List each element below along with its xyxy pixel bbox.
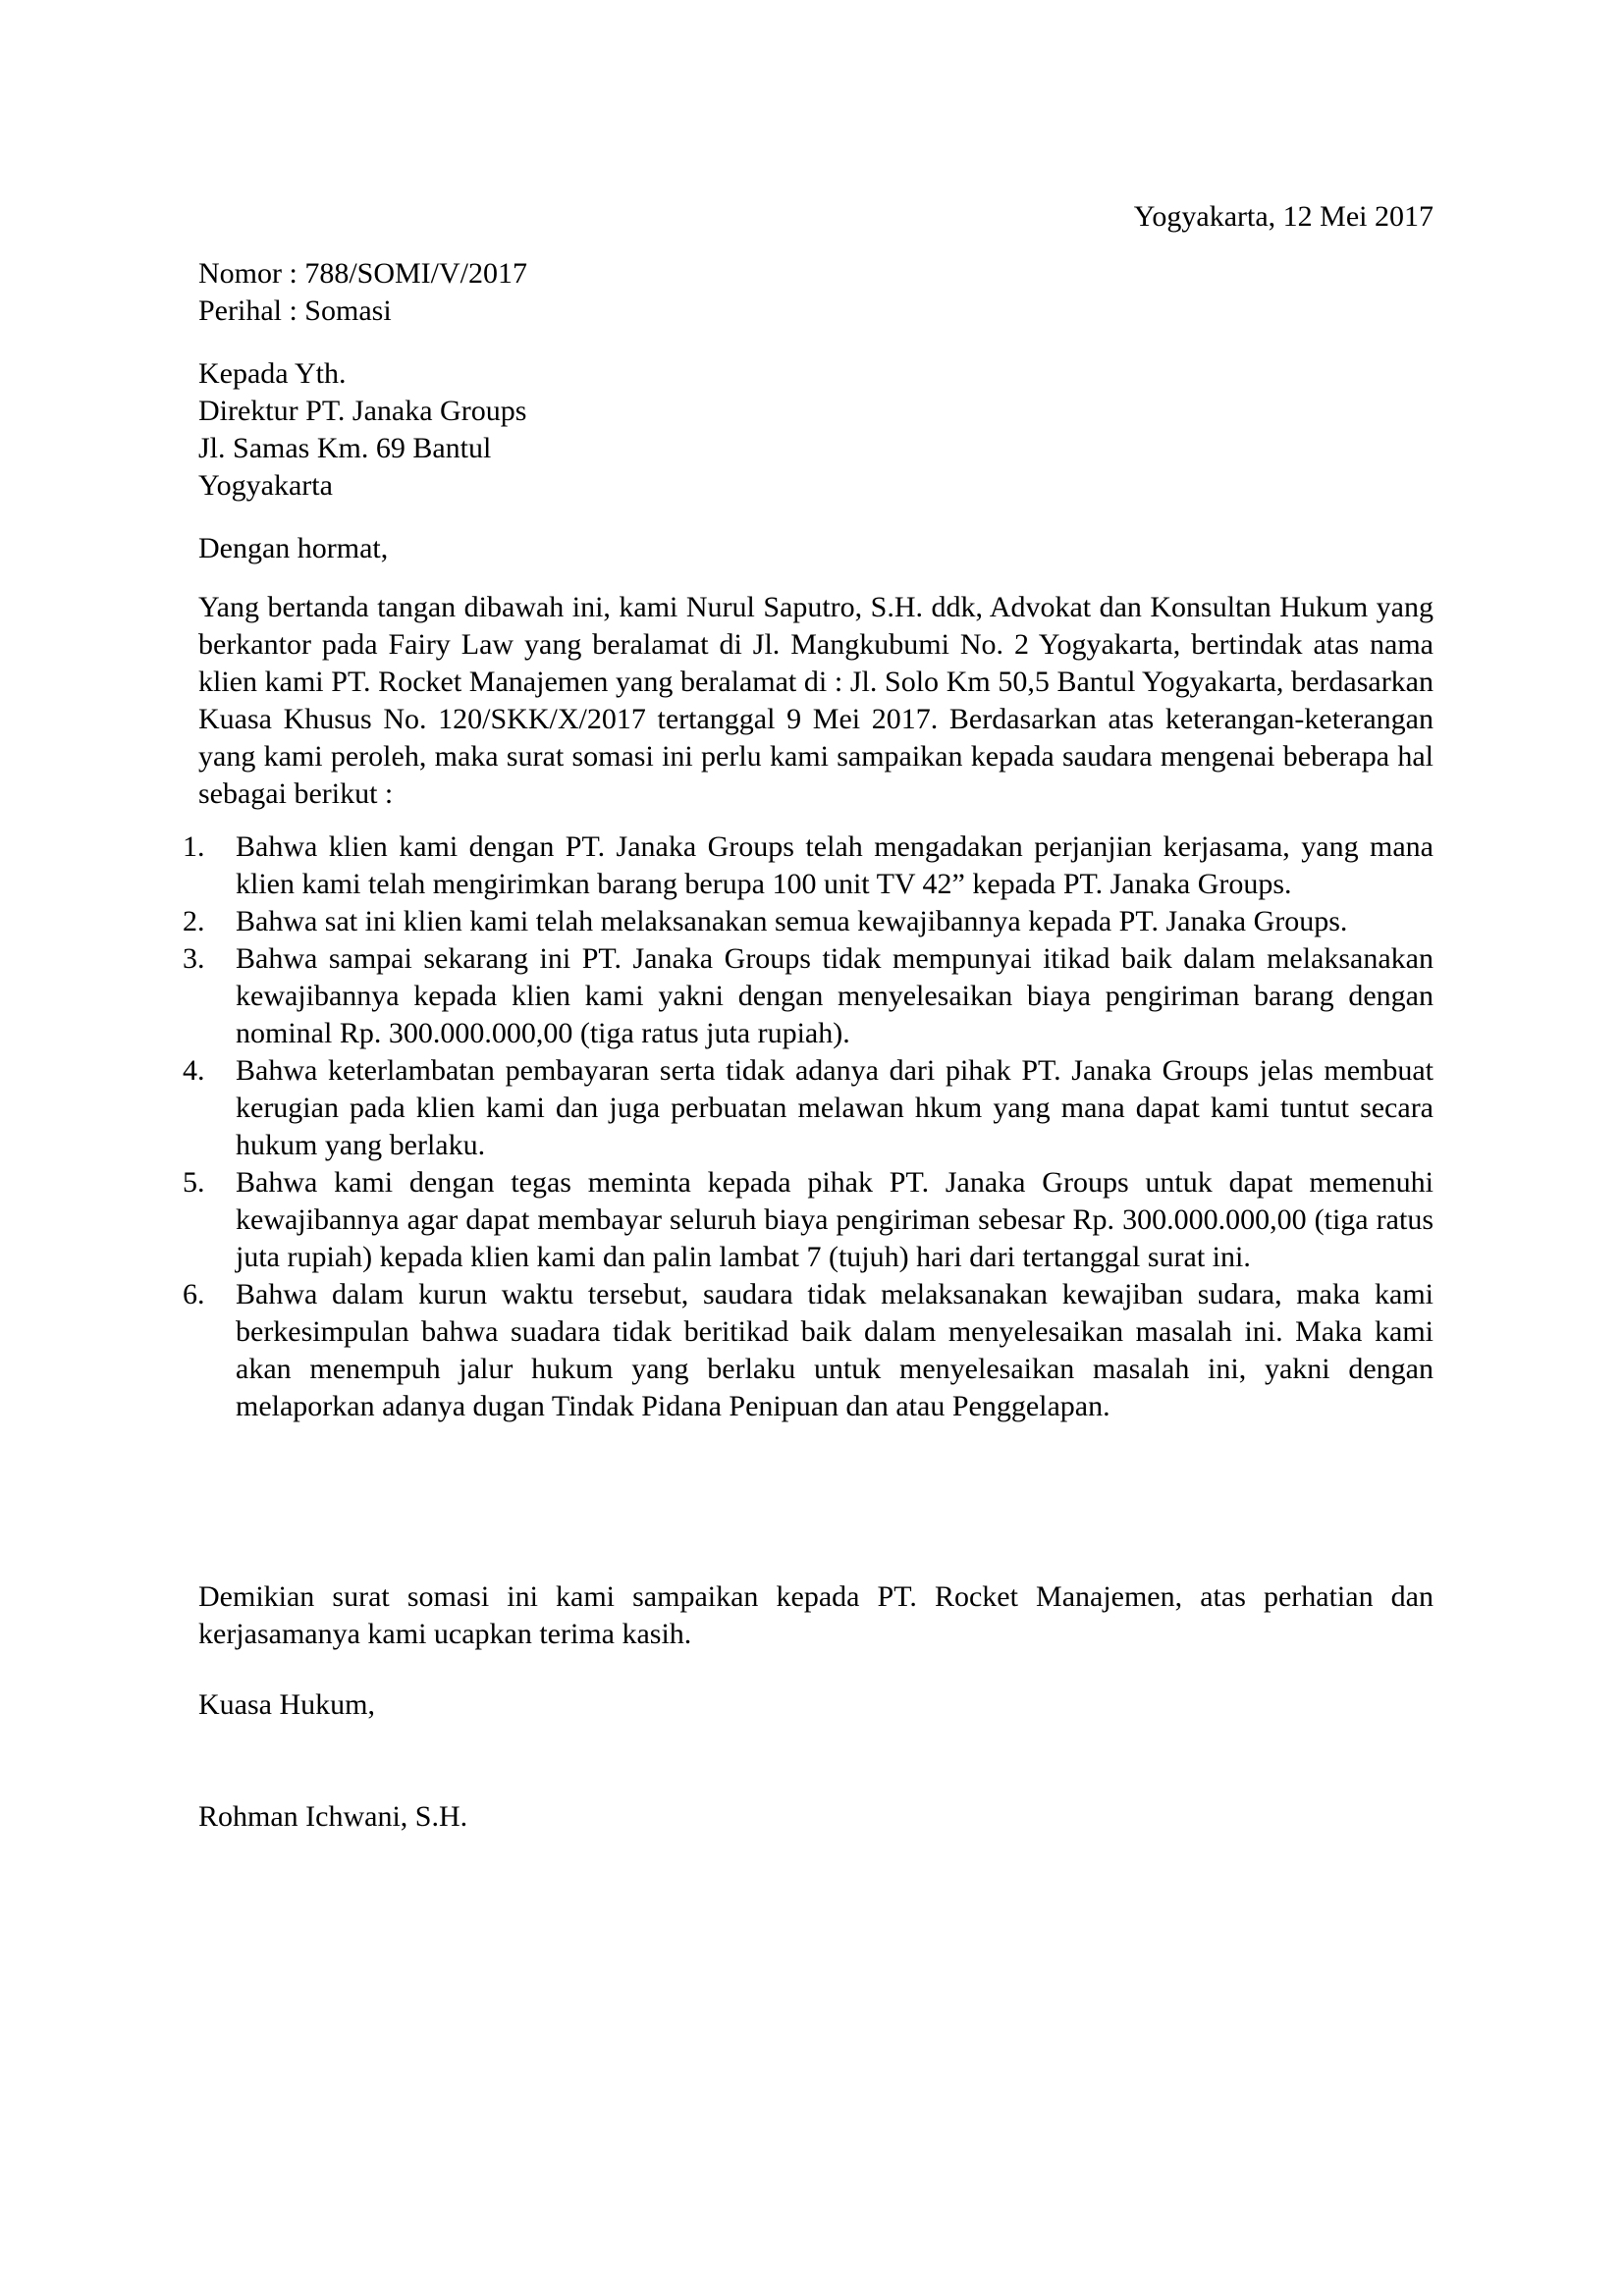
letter-reference xyxy=(198,255,1434,330)
item-text: Bahwa kami dengan tegas meminta kepada pihak PT. Janaka Groups untuk dapat memenuhi kewajibannya agar dapat membayar seluruh biaya pengiriman sebesar Rp. 300.000.000,00 (tiga ratus juta rupiah) kepada klien kami dan palin lambat 7 (tujuh) hari dari tertanggal surat ini. xyxy=(236,1166,1434,1273)
item-number: 5. xyxy=(183,1166,205,1199)
letter-subject: Perihal : Somasi xyxy=(198,294,392,327)
item-text: Bahwa sampai sekarang ini PT. Janaka Groups tidak mempunyai itikad baik dalam melaksanakan kewajibannya kepada klien kami yakni dengan menyelesaikan biaya pengiriman barang dengan nominal Rp. 300.000.000,00 (tiga ratus juta rupiah). xyxy=(236,942,1434,1049)
item-text: Bahwa sat ini klien kami telah melaksanakan semua kewajibannya kepada PT. Janaka Groups. xyxy=(236,905,1348,937)
list-item xyxy=(183,1164,1434,1276)
letter-number: Nomor : 788/SOMI/V/2017 xyxy=(198,257,528,290)
item-number: 6. xyxy=(183,1278,205,1310)
signatory-name: Rohman Ichwani, S.H. xyxy=(198,1800,468,1833)
closing-paragraph: Demikian surat somasi ini kami sampaikan kepada PT. Rocket Manajemen, atas perhatian dan kerjasamanya kami ucapkan terima kasih. xyxy=(198,1580,1434,1650)
recipient-line: Direktur PT. Janaka Groups xyxy=(198,395,527,427)
list-item xyxy=(183,1052,1434,1164)
recipient-line: Kepada Yth. xyxy=(198,357,347,390)
item-text: Bahwa keterlambatan pembayaran serta tidak adanya dari pihak PT. Janaka Groups jelas membuat kerugian pada klien kami dan juga perbuatan melawan hkum yang mana dapat kami tuntut secara hukum yang berlaku. xyxy=(236,1054,1434,1161)
signoff: Kuasa Hukum, xyxy=(198,1688,375,1721)
salutation: Dengan hormat, xyxy=(198,532,389,564)
list-item xyxy=(183,1276,1434,1425)
intro-paragraph: Yang bertanda tangan dibawah ini, kami Nurul Saputro, S.H. ddk, Advokat dan Konsultan Hukum yang berkantor pada Fairy Law yang beralamat di Jl. Mangkubumi No. 2 Yogyakarta, bertindak atas nama klien kami PT. Rocket Manajemen yang beralamat di : Jl. Solo Km 50,5 Bantul Yogyakarta, berdasarkan Kuasa Khusus No. 120/SKK/X/2017 tertanggal 9 Mei 2017. Berdasarkan atas keterangan-keterangan yang kami peroleh, maka surat somasi ini perlu kami sampaikan kepada saudara mengenai beberapa hal sebagai berikut : xyxy=(198,591,1434,810)
list-item xyxy=(183,828,1434,903)
recipient-line: Yogyakarta xyxy=(198,469,333,502)
letter-date: Yogyakarta, 12 Mei 2017 xyxy=(1133,200,1434,233)
recipient-line: Jl. Samas Km. 69 Bantul xyxy=(198,432,492,464)
item-text: Bahwa dalam kurun waktu tersebut, saudara tidak melaksanakan kewajiban sudara, maka kami berkesimpulan bahwa suadara tidak beritikad baik dalam menyelesaikan masalah ini. Maka kami akan menempuh jalur hukum yang berlaku untuk menyelesaikan masalah ini, yakni dengan melaporkan adanya dugan Tindak Pidana Penipuan dan atau Penggelapan. xyxy=(236,1278,1434,1422)
item-text: Bahwa klien kami dengan PT. Janaka Groups telah mengadakan perjanjian kerjasama, yang mana klien kami telah mengirimkan barang berupa 100 unit TV 42” kepada PT. Janaka Groups. xyxy=(236,830,1434,900)
item-number: 1. xyxy=(183,830,205,863)
item-number: 3. xyxy=(183,942,205,975)
item-number: 2. xyxy=(183,905,205,937)
recipient-address xyxy=(198,355,1434,505)
points-list xyxy=(183,828,1434,1425)
list-item xyxy=(183,940,1434,1052)
item-number: 4. xyxy=(183,1054,205,1087)
list-item xyxy=(183,903,1434,940)
